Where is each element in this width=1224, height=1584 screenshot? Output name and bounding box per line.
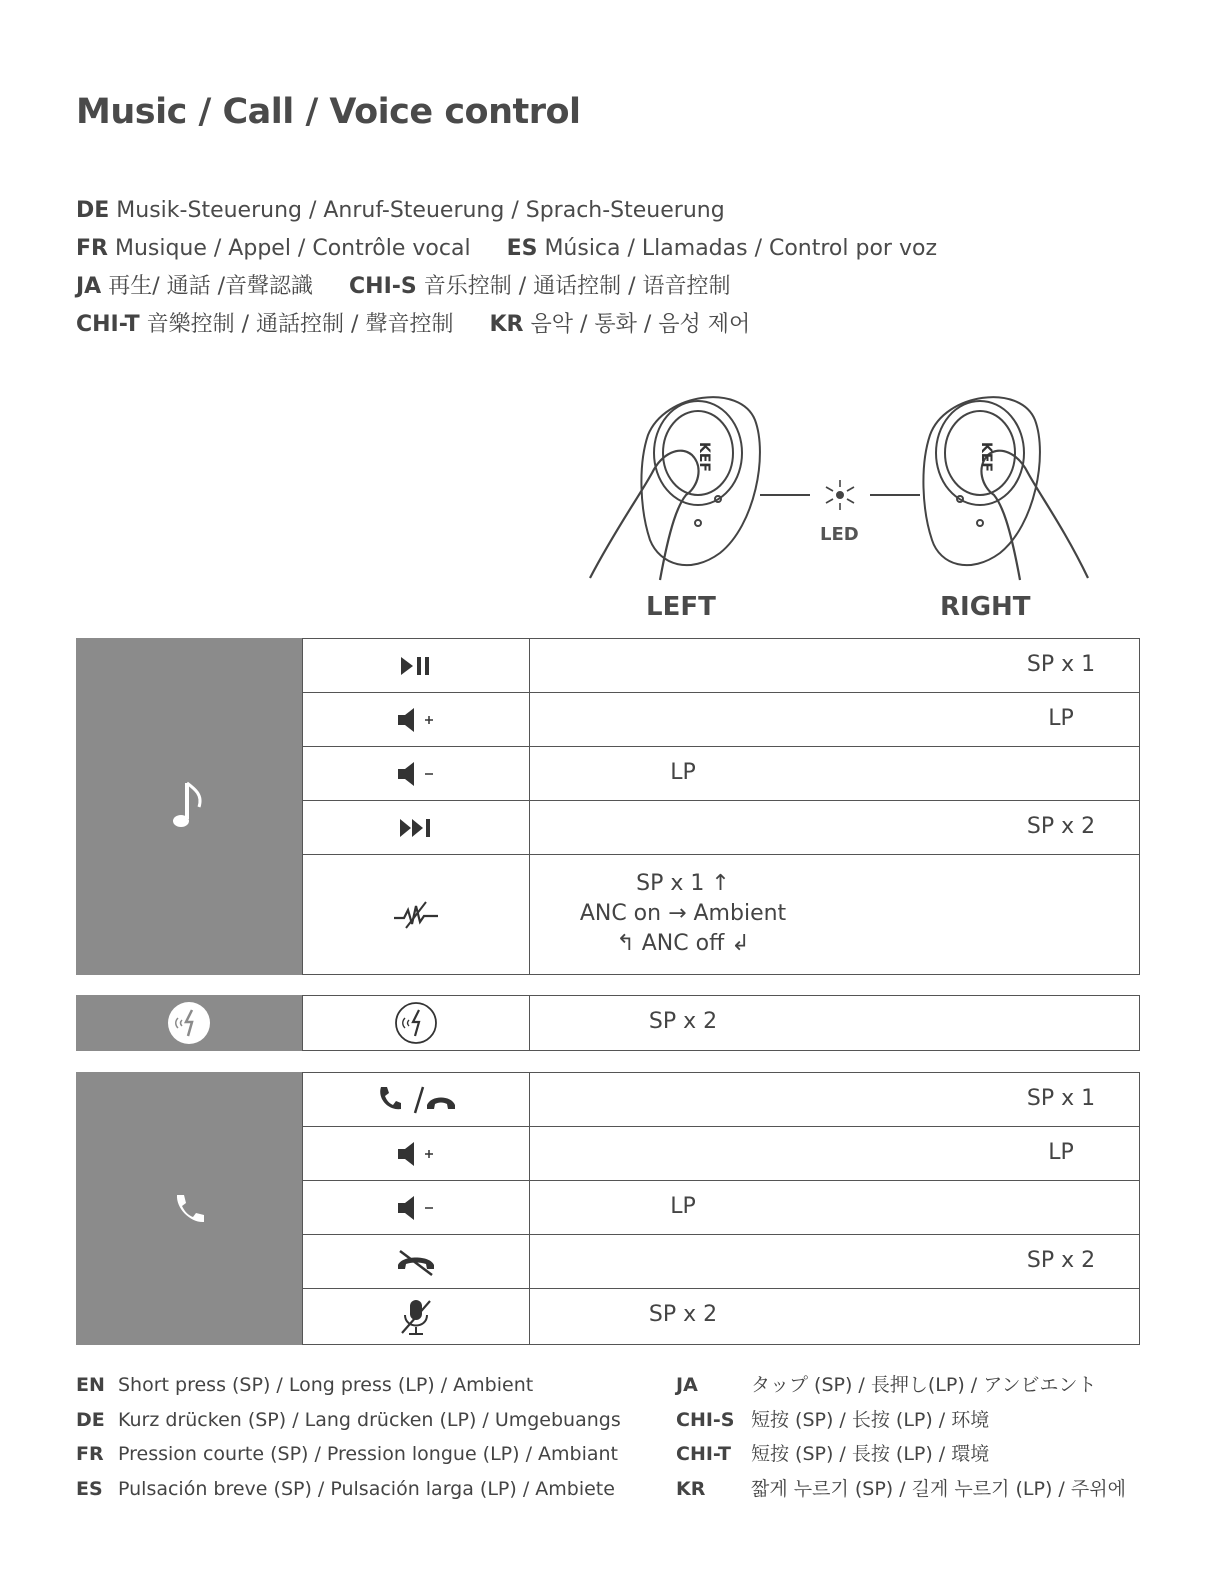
legend-item bbox=[76, 1368, 621, 1403]
music-note-icon bbox=[169, 777, 209, 837]
table-row bbox=[302, 1072, 1140, 1127]
return-arrow-icon: ↲ bbox=[724, 931, 750, 956]
translated-titles bbox=[76, 192, 937, 344]
answer-end-call-icon bbox=[371, 1083, 461, 1117]
table-row bbox=[302, 854, 1140, 975]
phone-icon bbox=[171, 1191, 207, 1227]
right-earbud-icon bbox=[923, 397, 1040, 565]
legend-item bbox=[676, 1437, 1126, 1472]
left-action: SP x 2 bbox=[648, 1009, 718, 1034]
left-column-header: LEFT bbox=[646, 592, 716, 622]
anc-cycle bbox=[580, 869, 786, 959]
lang-text: 音乐控制 / 通话控制 / 语音控制 bbox=[423, 274, 731, 299]
lang-code: FR bbox=[76, 236, 108, 261]
left-earbud-icon bbox=[641, 397, 760, 565]
table-row bbox=[302, 1234, 1140, 1289]
music-control-block bbox=[76, 638, 1140, 975]
lang-code: DE bbox=[76, 1408, 105, 1431]
icon-cell bbox=[303, 693, 530, 746]
legend-text: Kurz drücken (SP) / Lang drücken (LP) / Umgebuangs bbox=[118, 1408, 621, 1431]
table-row bbox=[302, 1288, 1140, 1345]
legend-text: Pression courte (SP) / Pression longue (LP) / Ambiant bbox=[118, 1443, 619, 1465]
icon-cell bbox=[303, 1235, 530, 1288]
lang-code: KR bbox=[489, 312, 524, 337]
icon-cell bbox=[303, 1181, 530, 1234]
table-row bbox=[302, 995, 1140, 1051]
lang-code: DE bbox=[76, 198, 110, 223]
icon-cell bbox=[303, 996, 530, 1050]
call-control-block bbox=[76, 1072, 1140, 1345]
legend-text: 短按 (SP) / 长按 (LP) / 环境 bbox=[751, 1408, 990, 1431]
anc-icon bbox=[392, 900, 440, 930]
lang-text: Musik-Steuerung / Anruf-Steuerung / Sprach-Steuerung bbox=[116, 198, 725, 223]
legend-text: Pulsación breve (SP) / Pulsación larga (LP) / Ambiete bbox=[118, 1477, 615, 1500]
cycle-up-arrow-icon: ↑ bbox=[704, 871, 730, 896]
lang-text: 음악 / 통화 / 음성 제어 bbox=[530, 312, 751, 337]
table-row bbox=[302, 1180, 1140, 1235]
legend-item bbox=[676, 1368, 1126, 1403]
icon-cell bbox=[303, 747, 530, 800]
legend-text: 短按 (SP) / 長按 (LP) / 環境 bbox=[751, 1443, 990, 1465]
right-action: SP x 2 bbox=[1026, 1248, 1096, 1273]
call-section bbox=[76, 1072, 302, 1345]
legend-item bbox=[76, 1437, 621, 1472]
right-column-header: RIGHT bbox=[940, 592, 1031, 622]
icon-cell bbox=[303, 801, 530, 854]
left-action: LP bbox=[670, 760, 696, 785]
anc-on-label: ANC on bbox=[579, 901, 662, 926]
table-row bbox=[302, 1126, 1140, 1181]
legend-left bbox=[76, 1368, 621, 1506]
lang-text: Musique / Appel / Contrôle vocal bbox=[114, 236, 471, 261]
icon-cell bbox=[303, 1289, 530, 1344]
legend-text: 짧게 누르기 (SP) / 길게 누르기 (LP) / 주위에 bbox=[751, 1477, 1126, 1500]
arrow-right-icon: → bbox=[661, 901, 694, 926]
legend-right bbox=[676, 1368, 1126, 1506]
left-action: SP x 2 bbox=[648, 1302, 718, 1327]
lang-code: ES bbox=[76, 1477, 103, 1500]
return-left-arrow-icon: ↰ bbox=[616, 931, 642, 956]
earbuds-illustration bbox=[570, 375, 1130, 590]
voice-section bbox=[76, 995, 302, 1051]
next-track-icon bbox=[398, 817, 434, 839]
lang-code: JA bbox=[676, 1374, 698, 1396]
led-label: LED bbox=[820, 524, 859, 545]
lang-code: KR bbox=[676, 1477, 706, 1500]
legend-text: Short press (SP) / Long press (LP) / Ambient bbox=[118, 1374, 534, 1396]
volume-down-icon bbox=[396, 760, 436, 788]
table-row bbox=[302, 800, 1140, 855]
brand-mark: KEF bbox=[978, 442, 994, 472]
lang-code: CHI-T bbox=[76, 312, 140, 337]
right-action: SP x 1 bbox=[1026, 652, 1096, 677]
voice-assistant-icon bbox=[166, 1000, 212, 1046]
right-action: LP bbox=[1048, 1140, 1074, 1165]
lang-code: CHI-S bbox=[349, 274, 417, 299]
table-row bbox=[302, 692, 1140, 747]
lang-code: CHI-T bbox=[676, 1443, 731, 1465]
lang-text: 音樂控制 / 通話控制 / 聲音控制 bbox=[146, 312, 454, 337]
mute-mic-icon bbox=[398, 1297, 434, 1337]
voice-control-block bbox=[76, 995, 1140, 1051]
right-action: LP bbox=[1048, 706, 1074, 731]
legend-item bbox=[676, 1472, 1126, 1507]
volume-up-icon bbox=[396, 706, 436, 734]
brand-mark: KEF bbox=[696, 442, 712, 472]
anc-off-label: ANC off bbox=[641, 931, 725, 956]
right-action: SP x 1 bbox=[1026, 1086, 1096, 1111]
lang-text: Música / Llamadas / Control por voz bbox=[544, 236, 937, 261]
voice-assistant-icon bbox=[393, 1000, 439, 1046]
left-action: LP bbox=[670, 1194, 696, 1219]
reject-call-icon bbox=[394, 1247, 438, 1277]
legend-item bbox=[676, 1403, 1126, 1438]
table-row bbox=[302, 746, 1140, 801]
legend-item bbox=[76, 1403, 621, 1438]
anc-line1: SP x 1 bbox=[636, 871, 705, 896]
icon-cell bbox=[303, 639, 530, 692]
lang-code: FR bbox=[76, 1443, 104, 1465]
legend-text: タップ (SP) / 長押し(LP) / アンビエント bbox=[751, 1374, 1097, 1396]
icon-cell bbox=[303, 855, 530, 974]
lang-code: CHI-S bbox=[676, 1408, 735, 1431]
right-action: SP x 2 bbox=[1026, 814, 1096, 839]
legend-item bbox=[76, 1472, 621, 1507]
icon-cell bbox=[303, 1073, 530, 1126]
icon-cell bbox=[303, 1127, 530, 1180]
right-finger-icon bbox=[981, 451, 1088, 580]
ambient-label: Ambient bbox=[693, 901, 787, 926]
volume-up-icon bbox=[396, 1140, 436, 1168]
table-row bbox=[302, 638, 1140, 693]
music-section bbox=[76, 638, 302, 975]
page-title: Music / Call / Voice control bbox=[76, 92, 581, 132]
play-pause-icon bbox=[399, 655, 433, 677]
lang-code: JA bbox=[76, 274, 102, 299]
lang-code: ES bbox=[506, 236, 538, 261]
lang-text: 再生/ 通話 /音聲認識 bbox=[108, 274, 314, 299]
lang-code: EN bbox=[76, 1374, 105, 1396]
volume-down-icon bbox=[396, 1194, 436, 1222]
